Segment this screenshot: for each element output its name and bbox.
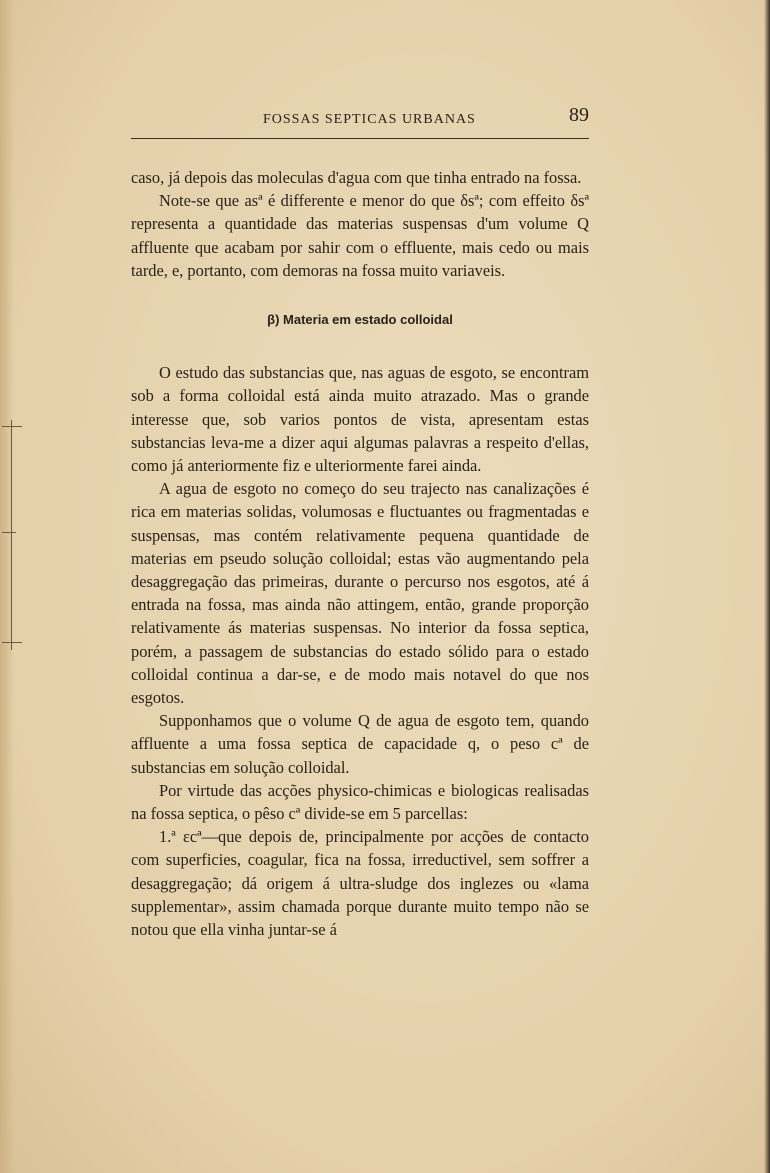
paragraph: Note-se que asª é differente e menor do que δsª; com effeito δsª representa a quantidade das materias suspensas d'um volume Q affluente que acabam por sahir com o effluente, mais cedo ou mais tarde, e, portanto, com demoras na fossa muito variaveis. <box>131 191 589 280</box>
paragraph: Por virtude das acções physico-chimicas e biologicas realisadas na fossa septica, o pêso cª divide-se em 5 parcellas: <box>131 780 589 824</box>
header-rule <box>131 138 589 139</box>
paragraph: caso, já depois das moleculas d'agua com que tinha entrado na fossa. <box>131 168 582 187</box>
page-header <box>131 104 589 134</box>
margin-marks <box>2 420 26 650</box>
page-number: 89 <box>569 104 589 126</box>
body-text <box>131 166 589 941</box>
page-edge-right <box>764 0 770 1173</box>
paragraph: Supponhamos que o volume Q de agua de esgoto tem, quando affluente a uma fossa septica de capacidade q, o peso cª de substancias em solução colloidal. <box>131 711 589 777</box>
paragraph: O estudo das substancias que, nas aguas de esgoto, se encontram sob a forma colloidal está ainda muito atrazado. Mas o grande interesse que, sob varios pontos de vista, apresentam estas substancias leva-me a dizer aqui algumas palavras a respeito d'ellas, como já anteriormente fiz e ulteriormente farei ainda. <box>131 363 589 476</box>
paragraph: 1.ª εcª—que depois de, principalmente por acções de contacto com superficies, coagular, fica na fossa, irreductivel, sem soffrer a desaggregação; dá origem á ultra-sludge dos inglezes ou «lama supplementar», assim chamada porque durante muito tempo não se notou que ella vinha juntar-se á <box>131 827 589 940</box>
paragraph: A agua de esgoto no começo do seu trajecto nas canalizações é rica em materias solidas, volumosas e fluctuantes ou fragmentadas e suspensas, mas contém relativamente pequena quantidade de materias em pseudo solução colloidal; estas vão augmentando pela desaggregação das primeiras, durante o percurso nos esgotos, até á entrada na fossa, mas ainda não attingem, então, grande proporção relativamente ás materias suspensas. No interior da fossa septica, porém, a passagem de substancias do estado sólido para o estado colloidal continua a dar-se, e de modo mais notavel do que nos esgotos. <box>131 479 589 708</box>
running-head: FOSSAS SEPTICAS URBANAS <box>263 112 476 127</box>
section-heading: β) Materia em estado colloidal <box>267 312 453 328</box>
